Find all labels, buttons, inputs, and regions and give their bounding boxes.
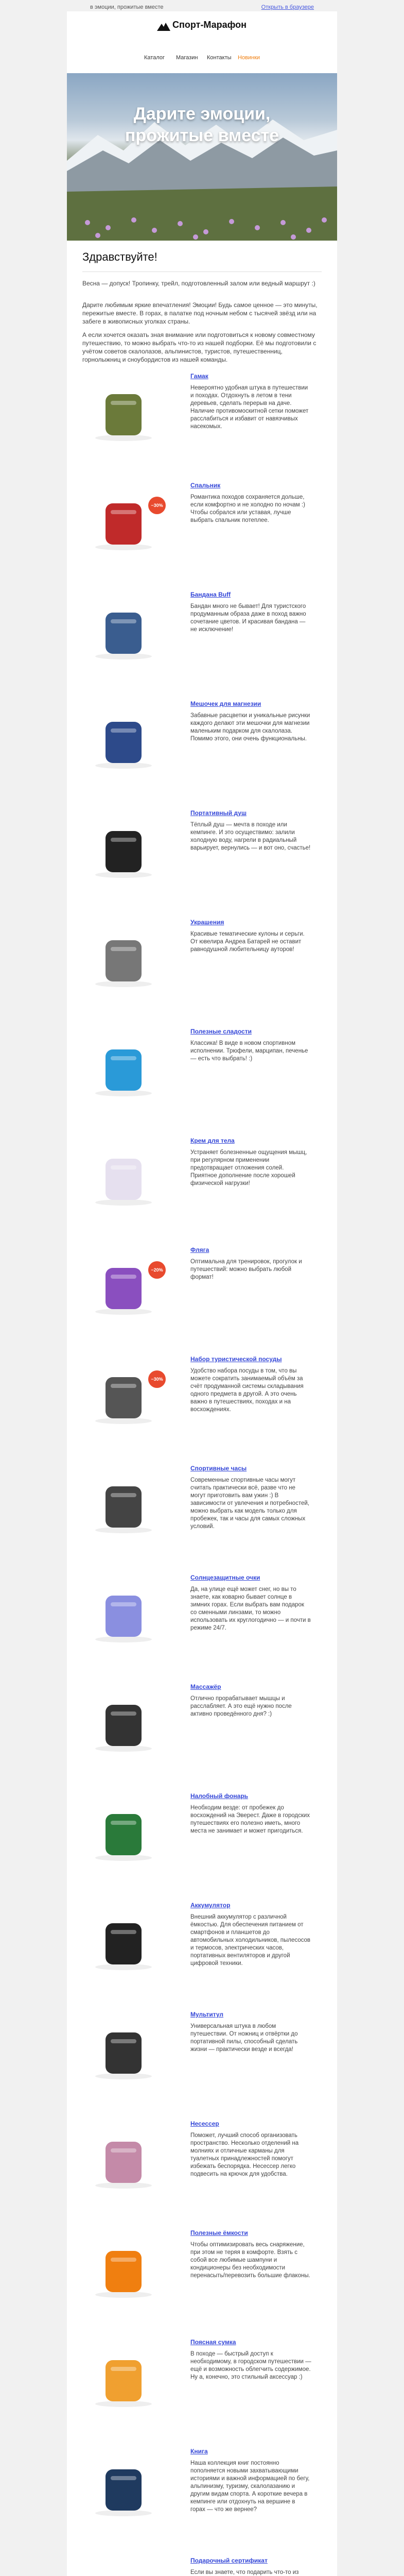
product-description: Поможет, лучший способ организовать пространство. Несколько отделений на молниях и отличные карманы для туалетных принадлежностей помогут избежать беспорядка. Несессер легко подвесить на крючок для удобства. — [190, 2132, 299, 2177]
intro-paragraph-3: А если хочется оказать зная внимание или подготовиться к новому совместному путешествию, то можно выбрать что-то из нашей подборки. Её мы подготовили с учётом советов скалолазов, альпинистов, туристов, путешественниц, горнолыжниц и сноубордистов из нашей команды. — [82, 331, 317, 363]
book-icon[interactable] — [82, 2462, 165, 2518]
power-bank-icon[interactable] — [82, 1916, 165, 1972]
product-item[interactable] — [82, 1027, 322, 1110]
product-item[interactable] — [82, 809, 322, 891]
gift-card-icon[interactable] — [82, 2571, 165, 2576]
product-description: Если вы знаете, что подарить что-то из — [190, 2569, 299, 2575]
brand-logo[interactable] — [67, 19, 337, 34]
chalk-bag-icon[interactable] — [82, 714, 165, 771]
headlamp-icon[interactable] — [82, 1806, 165, 1863]
product-description: Тёплый душ — мечта в походе или кемпинге. И это осуществимо: залили холодную воду, нагрели в радиальный варьирует, вернулись — и вот оно, счастье! — [190, 822, 311, 851]
watch-icon[interactable] — [82, 1479, 165, 1535]
preheader — [90, 1, 314, 11]
product-description: Невероятно удобная штука в путешествии и походах. Отдохнуть в летом в тени деревьев, сделать перерыв на даче. Наличие противомоскитной сетки поможет расслабиться и избавит от навязчивых насекомых. — [190, 385, 309, 430]
product-title-link[interactable]: Солнцезащитные очки — [190, 1574, 260, 1581]
nav-store[interactable]: Магазин — [176, 55, 198, 61]
sweets-icon[interactable] — [82, 1042, 165, 1098]
waist-bag-icon[interactable] — [82, 2352, 165, 2409]
product-description: Красивые тематические кулоны и серьги. От ювелира Андреа Батарей не оставит равнодушной любительницу ауторов! — [190, 931, 305, 953]
product-item[interactable] — [82, 918, 322, 1001]
mountain-logo-icon — [157, 22, 170, 31]
product-description: Удобство набора посуды в том, что вы можете сократить занимаемый объём за счёт продуманной системы складывания одного предмета в другой. А это очень важно в путешествиях, походах и на восхождениях. — [190, 1368, 304, 1413]
product-title-link[interactable]: Украшения — [190, 919, 224, 926]
discount-badge: −30% — [148, 497, 166, 514]
top-nav — [67, 54, 337, 64]
brand-name: Спорт‑Марафон — [172, 20, 247, 30]
product-title-link[interactable]: Спальник — [190, 482, 221, 489]
email-card — [67, 11, 337, 2576]
discount-badge: −20% — [148, 1261, 166, 1279]
product-description: Романтика походов сохраняется дольше, если комфортно и не холодно по ночам :) Чтобы собрался или уставая, лучше выбрать спальник потеплее. — [190, 494, 305, 523]
product-item[interactable] — [82, 2120, 322, 2202]
hammock-icon[interactable] — [82, 386, 165, 443]
containers-icon[interactable] — [82, 2243, 165, 2300]
product-item[interactable] — [82, 1792, 322, 1874]
mountains-illustration — [67, 73, 337, 241]
product-item[interactable] — [82, 1573, 322, 1656]
product-description: Бандан много не бывает! Для туристского продуманным образа даже в поход важно сочетание цветов. И красивая бандана — не исключение! — [190, 603, 306, 633]
product-item[interactable] — [82, 2010, 322, 2093]
product-item[interactable] — [82, 1355, 322, 1437]
product-title-link[interactable]: Налобный фонарь — [190, 1792, 249, 1800]
product-item[interactable] — [82, 1901, 322, 1984]
product-description: Классика! В виде в новом спортивном исполнении. Трюфели, марципан, печенье — есть что выбрать! :) — [190, 1040, 308, 1062]
product-description: В походе — быстрый доступ к необходимому, в городском путешествии — ещё и возможность облегчить содержимое. Ну а, конечно, это стильный аксессуар :) — [190, 2351, 311, 2380]
product-title-link[interactable]: Книга — [190, 2448, 208, 2455]
product-title-link[interactable]: Мешочек для магнезии — [190, 700, 261, 707]
product-title-link[interactable]: Крем для тела — [190, 1137, 235, 1144]
product-title-link[interactable]: Массажёр — [190, 1683, 221, 1690]
intro-paragraph-2: Дарите любимым яркие впечатления! Эмоции! Будь самое ценное — это минуты, пережитые вместе. В горах, в палатке под ночным небом с тысячей звёзд или на забеге в живописных уголках страны. — [82, 301, 318, 325]
product-description: Внешний аккумулятор с различной ёмкостью. Для обеспечения питанием от смартфонов и планшетов до автомобильных холодильников, пылесосов и термосов, электрических часов, портативных вентиляторов и другой цифровой техники. — [190, 1914, 311, 1967]
product-item[interactable] — [82, 700, 322, 782]
product-item[interactable] — [82, 481, 322, 564]
product-title-link[interactable]: Гамак — [190, 372, 208, 380]
product-item[interactable] — [82, 2556, 322, 2576]
product-description: Современные спортивные часы могут считать практически всё, разве что не могут приготовить вам ужин :) В зависимости от увлечения и потребностей, можно выбрать как модель только для пробежек, так и часы для самых сложных условий. — [190, 1477, 309, 1530]
open-in-browser-link[interactable]: Открыть в браузере — [261, 4, 314, 10]
product-item[interactable] — [82, 1683, 322, 1765]
product-title-link[interactable]: Спортивные часы — [190, 1465, 247, 1472]
product-description: Забавные расцветки и уникальные рисунки каждого делают эти мешочки для магнезии маленьким подарком для скалолаза. Помимо этого, они очень функциональны. — [190, 713, 310, 742]
product-title-link[interactable]: Фляга — [190, 1246, 209, 1253]
product-title-link[interactable]: Бандана Buff — [190, 591, 231, 598]
massager-icon[interactable] — [82, 1697, 165, 1754]
greeting-heading: Здравствуйте! — [82, 250, 157, 263]
product-description: Наша коллекция книг постоянно пополняется новыми захватывающими историями и важной информацией по бегу, альпинизму, туризму, скалолазанию и другим видам спорта. А короткие вечера в кемпинге или отдохнуть на вершине в горах — что же вернее? — [190, 2460, 310, 2513]
product-title-link[interactable]: Портативный душ — [190, 809, 247, 817]
cream-icon[interactable] — [82, 1151, 165, 1208]
product-item[interactable] — [82, 590, 322, 673]
product-description: Чтобы оптимизировать весь снаряжение, при этом не теряя в комфорте. Взять с собой все любимые шампуни и кондиционеры без необходимости перенасыть/перевозить большие флаконы. — [190, 2242, 310, 2279]
hero-banner[interactable] — [67, 73, 337, 241]
product-title-link[interactable]: Полезные сладости — [190, 1028, 252, 1035]
toiletry-bag-icon[interactable] — [82, 2134, 165, 2191]
nav-catalog[interactable]: Каталог — [144, 55, 165, 61]
product-item[interactable] — [82, 2447, 322, 2530]
product-description: Оптимальна для тренировок, прогулок и путешествий: можно выбрать любой формат! — [190, 1259, 302, 1280]
jewelry-icon[interactable] — [82, 933, 165, 989]
product-title-link[interactable]: Подарочный сертификат — [190, 2557, 268, 2564]
product-item[interactable] — [82, 1464, 322, 1547]
buff-icon[interactable] — [82, 605, 165, 662]
product-title-link[interactable]: Мультитул — [190, 2011, 224, 2018]
product-title-link[interactable]: Несессер — [190, 2120, 219, 2127]
hero-title: Дарите эмоции, прожитые вместе — [125, 104, 279, 145]
intro-paragraph-1: Весна — допуск! Тропинку, трейл, подготовленный залом или ведный маршрут :) — [82, 280, 315, 287]
discount-badge: −30% — [148, 1370, 166, 1388]
product-description: Да, на улице ещё может снег, но вы то знаете, как коварно бывает солнце в зимних горах. Если выбрать вам подарок со сменными линзами, то можно использовать их круглогодично — и почти в режиме 24/7. — [190, 1586, 311, 1631]
nav-contacts[interactable]: Контакты — [207, 55, 232, 61]
product-title-link[interactable]: Поясная сумка — [190, 2338, 236, 2346]
product-title-link[interactable]: Аккумулятор — [190, 1902, 231, 1909]
product-item[interactable] — [82, 372, 322, 454]
product-description: Устраняет болезненные ощущения мышц, при регулярном применении предотвращает отложения солей. Приятное дополнение после хорошей физической нагрузки! — [190, 1149, 307, 1187]
product-item[interactable] — [82, 1246, 322, 1328]
multitool-icon[interactable] — [82, 2025, 165, 2081]
nav-new[interactable]: Новинки — [238, 55, 260, 61]
product-title-link[interactable]: Набор туристической посуды — [190, 1355, 282, 1363]
product-item[interactable] — [82, 1137, 322, 1219]
product-item[interactable] — [82, 2338, 322, 2420]
shower-bag-icon[interactable] — [82, 823, 165, 880]
product-title-link[interactable]: Полезные ёмкости — [190, 2229, 248, 2236]
product-description: Необходим везде: от пробежек до восхождений на Эверест. Даже в городских путешествиях его полезно иметь, много места не занимает и может пригодиться. — [190, 1805, 310, 1834]
product-description: Отлично прорабатывает мышцы и расслабляет. А это ещё нужно после активно проведённого дня? :) — [190, 1696, 292, 1717]
sunglasses-icon[interactable] — [82, 1588, 165, 1645]
product-description: Универсальная штука в любом путешествии. От ножниц и отвёртки до портативной пилы, способный сделать жизни — практически везде и всегда! — [190, 2023, 298, 2053]
preheader-text: в эмоции, прожитые вместе — [90, 4, 164, 10]
product-item[interactable] — [82, 2229, 322, 2311]
